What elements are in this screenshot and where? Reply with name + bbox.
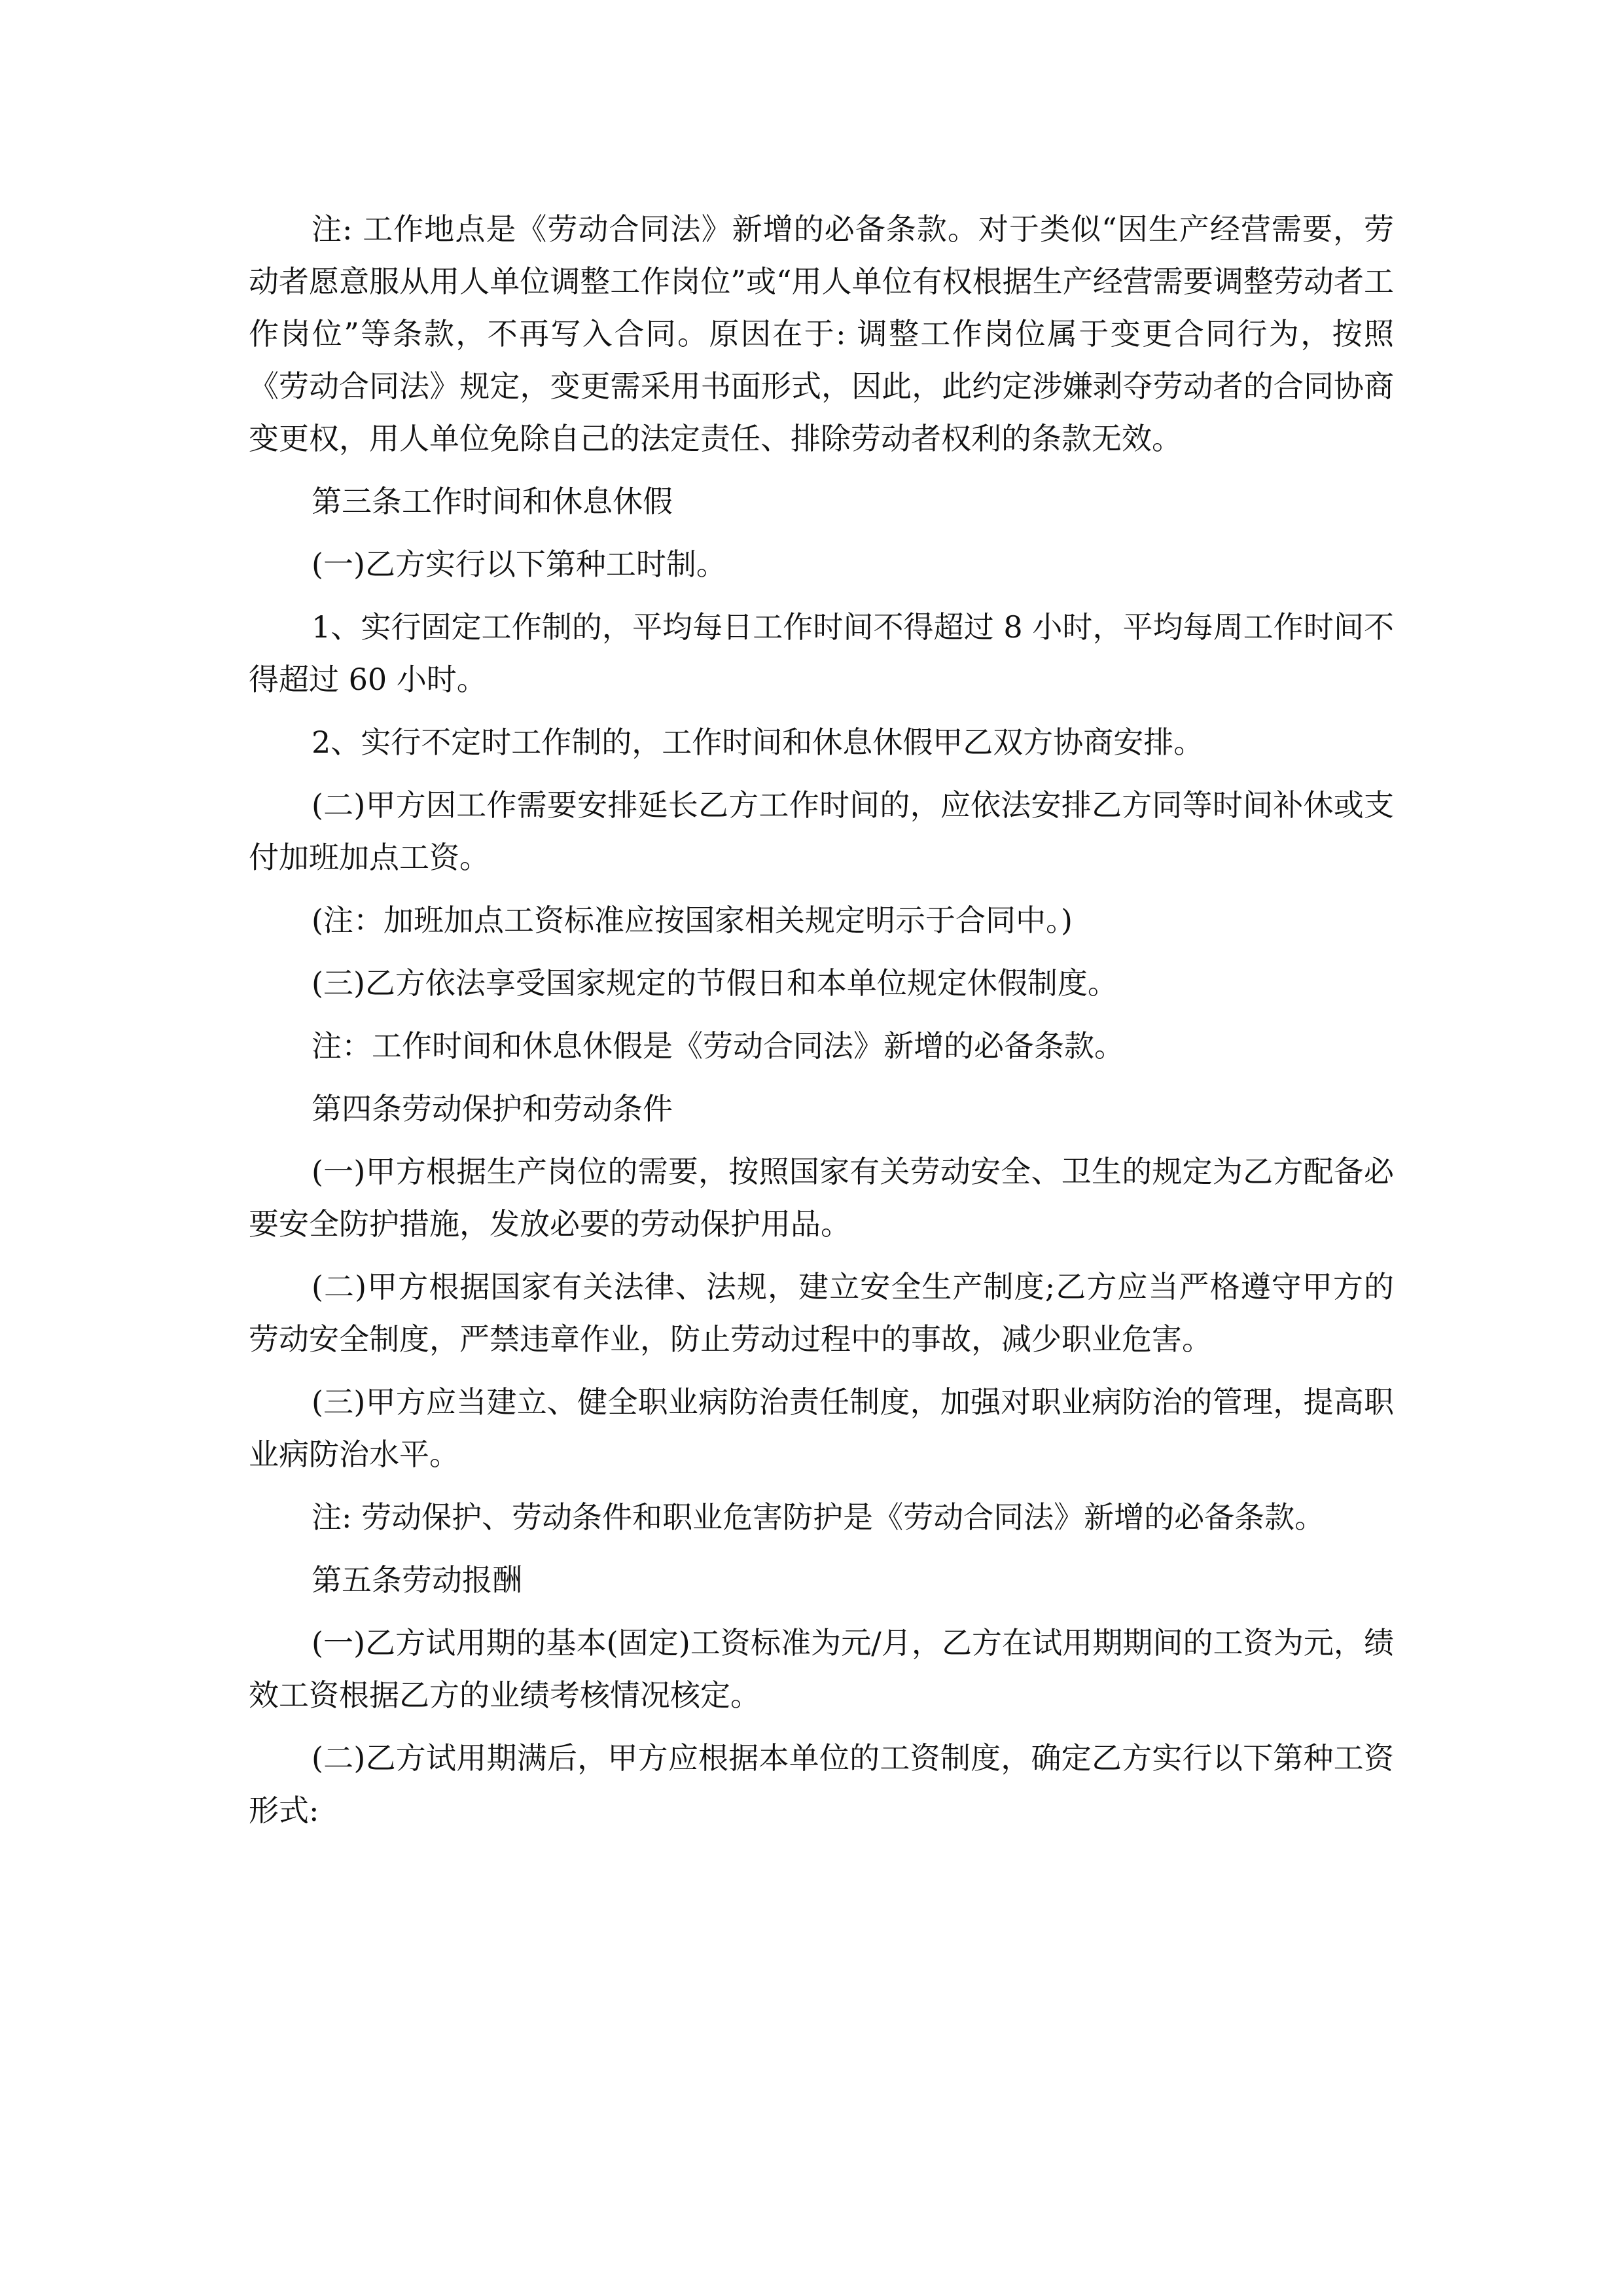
paragraph-3-1: (一)乙方实行以下第种工时制。 bbox=[312, 547, 726, 582]
paragraph-3-note: 注：工作时间和休息休假是《劳动合同法》新增的必备条款。 bbox=[312, 1028, 1124, 1064]
article-3-heading: 第三条工作时间和休息休假 bbox=[312, 484, 673, 519]
paragraph-5-2: (二)乙方试用期满后，甲方应根据本单位的工资制度，确定乙方实行以下第种工资形式: bbox=[249, 1740, 1394, 1828]
paragraph-4-2: (二)甲方根据国家有关法律、法规，建立安全生产制度;乙方应当严格遵守甲方的劳动安全制度，严禁违章作业，防止劳动过程中的事故，减少职业危害。 bbox=[249, 1269, 1394, 1357]
paragraph-4-1: (一)甲方根据生产岗位的需要，按照国家有关劳动安全、卫生的规定为乙方配备必要安全防护措施，发放必要的劳动保护用品。 bbox=[249, 1154, 1394, 1242]
paragraph-3-1-item-1: 1、实行固定工作制的，平均每日工作时间不得超过 8 小时，平均每周工作时间不得超过 60 小时。 bbox=[249, 609, 1394, 697]
paragraph-3-3: (三)乙方依法享受国家规定的节假日和本单位规定休假制度。 bbox=[312, 965, 1118, 1001]
paragraph-3-note-overtime: (注：加班加点工资标准应按国家相关规定明示于合同中。) bbox=[312, 903, 1073, 938]
paragraph-3-1-item-2: 2、实行不定时工作制的，工作时间和休息休假甲乙双方协商安排。 bbox=[312, 725, 1204, 760]
paragraph-5-1: (一)乙方试用期的基本(固定)工资标准为元/月，乙方在试用期期间的工资为元，绩效工资根据乙方的业绩考核情况核定。 bbox=[249, 1625, 1394, 1713]
paragraph-4-3: (三)甲方应当建立、健全职业病防治责任制度，加强对职业病防治的管理，提高职业病防治水平。 bbox=[249, 1384, 1394, 1472]
paragraph-3-2: (二)甲方因工作需要安排延长乙方工作时间的，应依法安排乙方同等时间补休或支付加班加点工资。 bbox=[249, 787, 1394, 875]
paragraph-4-note: 注: 劳动保护、劳动条件和职业危害防护是《劳动合同法》新增的必备条款。 bbox=[312, 1499, 1325, 1535]
article-5-heading: 第五条劳动报酬 bbox=[312, 1562, 522, 1598]
article-4-heading: 第四条劳动保护和劳动条件 bbox=[312, 1091, 673, 1126]
paragraph-note-work-location: 注: 工作地点是《劳动合同法》新增的必备条款。对于类似“因生产经营需要，劳动者愿意服从用人单位调整工作岗位”或“用人单位有权根据生产经营需要调整劳动者工作岗位”等条款，不再写入合同。原因在于: 调整工作岗位属于变更合同行为，按照《劳动合同法》规定，变更需采用书面形式，因此，此约定涉嫌剥夺劳动者的合同协商变更权，用人单位免除自己的法定责任、排除劳动者权利的条款无效。 bbox=[249, 211, 1394, 456]
document-body bbox=[249, 203, 1394, 1847]
